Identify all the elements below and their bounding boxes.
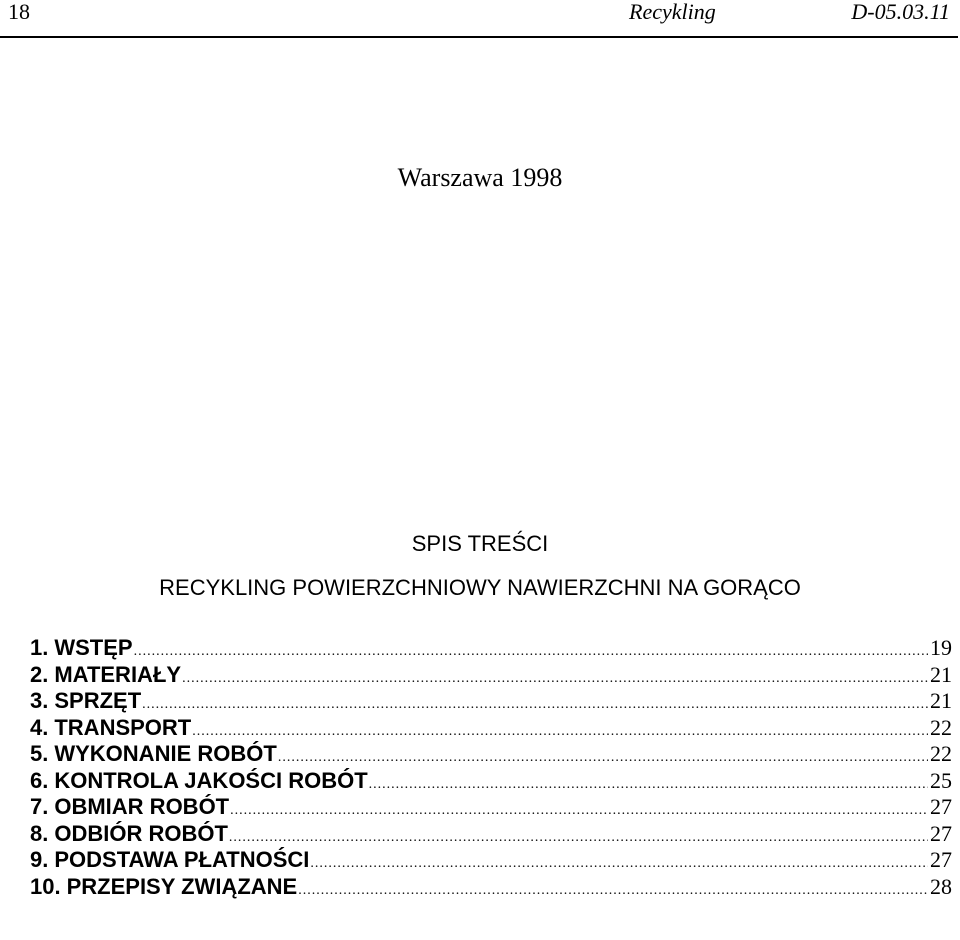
toc-entry-number: 9.: [30, 847, 49, 872]
toc-entry-number: 2.: [30, 661, 49, 687]
toc-dot-leader: [192, 724, 928, 740]
toc-entry-number: 10.: [30, 873, 61, 899]
header-page-number: 18: [8, 0, 30, 24]
toc-entry-number: 7.: [30, 794, 49, 819]
toc-entry-page: 27: [930, 847, 952, 872]
toc-entry-page: 27: [930, 820, 952, 846]
toc-dot-leader: [142, 697, 928, 713]
toc-entry-materialy[interactable]: [30, 662, 952, 689]
toc-entry-label: WSTĘP: [54, 635, 133, 660]
toc-entry-number: 6.: [30, 767, 49, 793]
toc-entry-wstep[interactable]: [30, 635, 952, 662]
toc-entry-wykonanie-robot[interactable]: [30, 741, 952, 768]
toc-entry-page: 25: [930, 767, 952, 793]
toc-dot-leader: [298, 883, 928, 899]
toc-entry-page: 19: [930, 635, 952, 660]
toc-heading: SPIS TREŚCI: [411, 531, 549, 556]
toc-entry-label: WYKONANIE ROBÓT: [54, 741, 277, 766]
toc-dot-leader: [134, 644, 928, 660]
place-and-date: Warszawa 1998: [397, 163, 563, 192]
toc-entry-label: ODBIÓR ROBÓT: [54, 820, 228, 846]
toc-entry-label: PODSTAWA PŁATNOŚCI: [54, 847, 310, 872]
toc-entry-label: OBMIAR ROBÓT: [54, 794, 230, 819]
toc-entry-label: KONTROLA JAKOŚCI ROBÓT: [54, 767, 368, 793]
toc-entry-label: SPRZĘT: [54, 688, 142, 713]
toc-entry-number: 3.: [30, 688, 49, 713]
toc-entry-label: PRZEPISY ZWIĄZANE: [66, 873, 298, 899]
toc-dot-leader: [310, 856, 928, 872]
toc-entry-odbior-robot[interactable]: [30, 821, 952, 848]
toc-entry-sprzet[interactable]: [30, 688, 952, 715]
toc-entry-label: MATERIAŁY: [54, 661, 182, 687]
toc-entry-page: 27: [930, 794, 952, 819]
toc-dot-leader: [230, 803, 928, 819]
document-title: RECYKLING POWIERZCHNIOWY NAWIERZCHNI NA GORĄCO: [159, 575, 801, 600]
toc-entry-podstawa-platnosci[interactable]: [30, 847, 952, 874]
toc-entry-kontrola-jakosci[interactable]: [30, 768, 952, 795]
header-divider: [0, 36, 958, 38]
toc-entry-page: 28: [930, 873, 952, 899]
toc-dot-leader: [278, 750, 928, 766]
toc-entry-page: 21: [930, 688, 952, 713]
header-title: Recykling: [629, 0, 716, 24]
toc-dot-leader: [229, 830, 928, 846]
toc-entry-transport[interactable]: [30, 715, 952, 742]
toc-entry-number: 5.: [30, 741, 49, 766]
toc-entry-obmiar-robot[interactable]: [30, 794, 952, 821]
toc-entry-page: 22: [930, 741, 952, 766]
header-document-code: D-05.03.11: [851, 0, 950, 24]
toc-entry-page: 21: [930, 661, 952, 687]
toc-dot-leader: [369, 777, 928, 793]
toc-entry-label: TRANSPORT: [54, 714, 192, 740]
toc-entry-number: 4.: [30, 714, 49, 740]
toc-dot-leader: [182, 671, 928, 687]
toc-entry-number: 1.: [30, 635, 49, 660]
toc-entry-number: 8.: [30, 820, 49, 846]
page-header: [0, 0, 960, 40]
toc-list: [30, 635, 952, 900]
toc-entry-przepisy-zwiazane[interactable]: [30, 874, 952, 901]
toc-entry-page: 22: [930, 714, 952, 740]
